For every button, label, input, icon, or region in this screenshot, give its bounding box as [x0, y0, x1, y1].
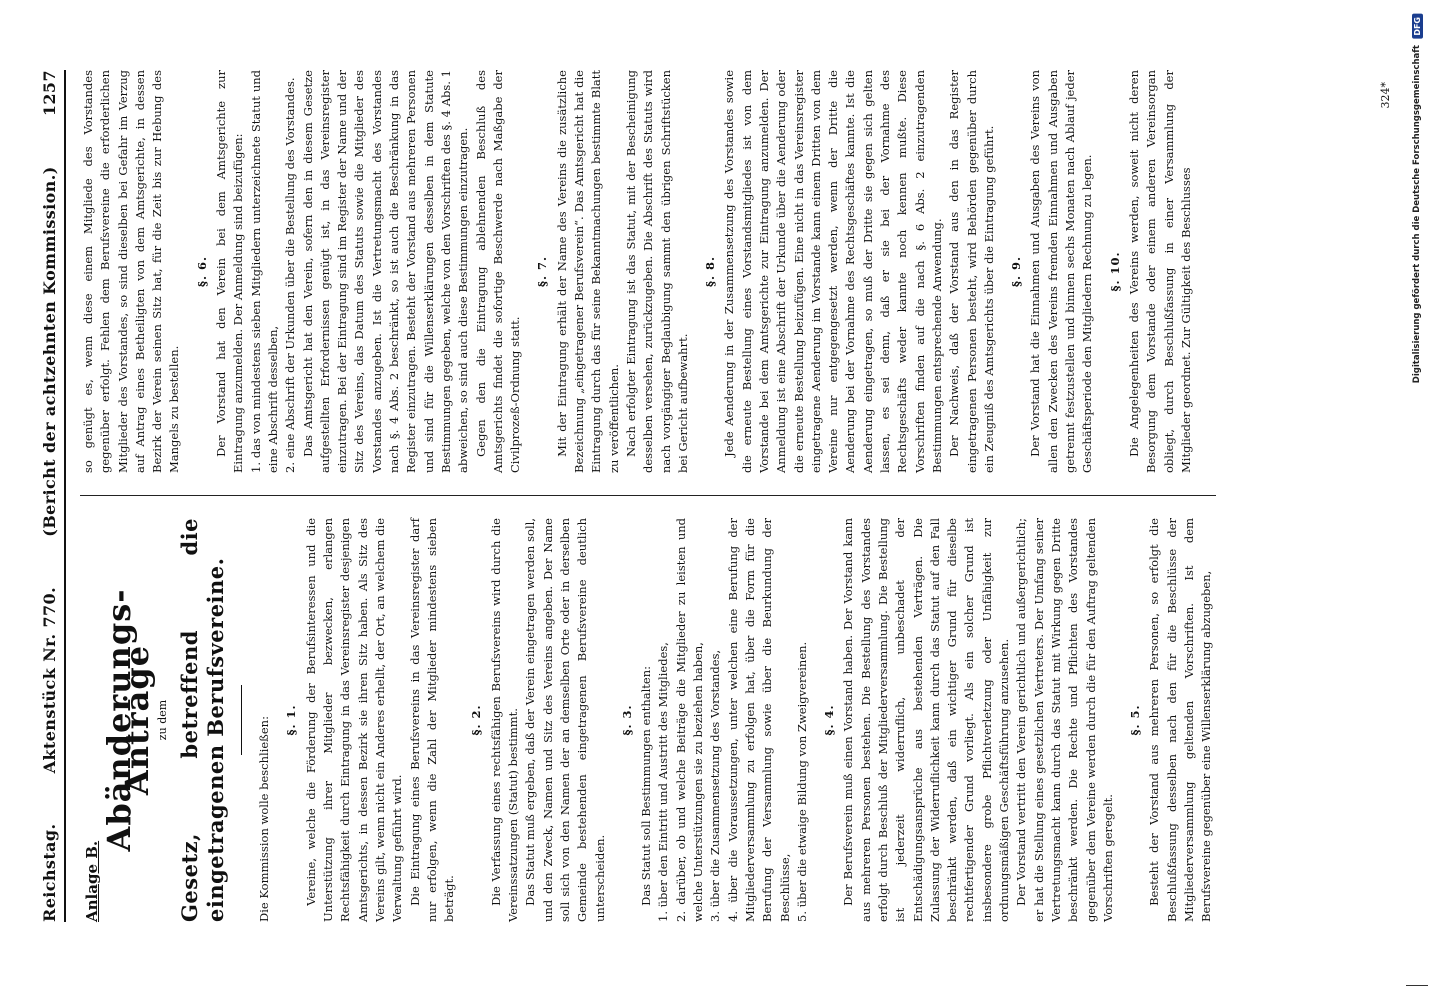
paragraph: Die Eintragung eines Berufsvereins in das Vereinsregister darf nur erfolgen, wenn die Zahl der Mitglieder mindestens sieben beträgt.: [407, 518, 457, 922]
document-title: Abänderungs-Anträge: [100, 588, 156, 852]
scan-credit-text: Digitalisierung gefördert durch die Deutsche Forschungsgemeinschaft: [1412, 44, 1422, 383]
paragraph: Der Vorstand hat den Verein bei dem Amtsgerichte zur Eintragung anzumelden. Der Anmeldung sind beizufügen:: [214, 70, 246, 473]
list-item: 1. das von mindestens sieben Mitgliedern unterzeichnete Statut und eine Abschrift desselben,: [248, 70, 280, 473]
list-item: 5. über die etwaige Bildung von Zweigvereinen.: [794, 641, 809, 922]
header-center: Aktenstück Nr. 770.: [40, 586, 59, 774]
paragraph: Der Vorstand hat die Einnahmen und Ausgaben des Vereins von allen den Zwecken des Vereins fremden Einnahmen und Ausgaben getrennt festzustellen und binnen sechs Monaten nach Ablauf jeder Geschäftsperiode den Mitgliedern Rechnung zu legen.: [1028, 70, 1095, 473]
header-left: Reichstag.: [40, 823, 59, 922]
left-column: [80, 496, 1216, 922]
paragraph: so genügt es, wenn diese einem Mitgliede des Vorstandes gegenüber erfolgt. Fehlen dem Berufsvereine die erforderlichen Mitglieder des Vorstandes, so sind dieselben bei Gefahr im Verzug auf Antrag eines Betheiligten von dem Amtsgerichte, in dessen Bezirk der Verein seinen Sitz hat, für die Zeit bis zur Hebung des Mangels zu bestellen.: [81, 70, 182, 473]
paragraph: Die Verfassung eines rechtsfähigen Berufsvereins wird durch die Vereinssatzungen (Statut) bestimmt.: [488, 518, 521, 922]
section-heading: §. 1.: [284, 704, 299, 736]
paragraph: Das Statut muß ergeben, daß der Verein eingetragen werden soll, und den Zweck, Namen und Sitz des Vereins angeben. Der Name soll sich von den Namen der an demselben Orte oder in derselben Gemeinde bestehenden eingetragenen Berufsvereine deutlich unterscheiden.: [523, 518, 607, 922]
section-heading: §. 8.: [703, 255, 718, 288]
header-right: (Bericht der achtzehnten Kommission.): [40, 166, 59, 537]
text-columns: [80, 70, 1216, 922]
section-heading: §. 5.: [1128, 704, 1143, 736]
anlage-label: Anlage B.: [83, 840, 101, 922]
section-heading: §. 7.: [535, 255, 550, 288]
section-heading: §. 3.: [619, 704, 634, 736]
signature-mark: 324*: [1379, 82, 1392, 109]
intro-text: Die Kommission wolle beschließen:: [257, 716, 272, 922]
right-column: [80, 70, 1216, 496]
scan-credit: [1408, 14, 1426, 986]
section-heading: §. 2.: [469, 704, 484, 736]
divider: [241, 685, 242, 755]
paragraph: Mit der Eintragung erhält der Name des Vereins die zusätzliche Bezeichnung „eingetragener Berufsverein“. Das Amtsgericht hat die Eintragung durch das für seine Bekanntmachungen bestimmte Blatt zu veröffentlichen.: [554, 70, 621, 473]
section-heading: §. 4.: [822, 704, 837, 736]
divider: [1406, 985, 1428, 986]
section-heading: §. 6.: [194, 255, 209, 288]
list-item: 4. über die Voraussetzungen, unter welchen eine Berufung der Mitgliederversammlung zu erfolgen hat, über die Form für die Berufung der Versammlung sowie über die Beurkundung der Beschlüsse,: [725, 518, 792, 922]
list-item: 2. darüber, ob und welche Beiträge die Mitglieder zu leisten und welche Unterstützungen sie zu beziehen haben,: [673, 518, 706, 922]
paragraph: Die Angelegenheiten des Vereins werden, soweit nicht deren Besorgung dem Vorstande oder einem anderen Vereinsorgan obliegt, durch Beschlußfassung in einer Versammlung der Mitglieder geordnet. Zur Gültigkeit des Beschlusses: [1126, 70, 1193, 473]
zu-dem: zu dem: [155, 699, 169, 741]
page-header: [40, 70, 66, 922]
paragraph: Das Statut soll Bestimmungen enthalten:: [639, 665, 654, 906]
list-item: 3. über die Zusammensetzung des Vorstandes,: [708, 649, 723, 922]
paragraph: Der Berufsverein muß einen Vorstand haben. Der Vorstand kann aus mehreren Personen bestehen. Die Bestellung des Vorstandes erfolgt durch Beschluß der Mitgliederversammlung. Die Bestellung ist jederzeit widerruflich, unbeschadet der Entschädigungsansprüche aus bestehenden Verträgen. Die Zulassung der Widerruflichkeit kann durch das Statut auf den Fall beschränkt werden, daß ein wichtiger Grund für dieselbe rechtfertigender Grund vorliegt. Als ein solcher Grund ist insbesondere grobe Pflichtverletzung oder Unfähigkeit zur ordnungsmäßigen Geschäftsführung anzusehen.: [841, 518, 1012, 922]
paragraph: Jede Aenderung in der Zusammensetzung des Vorstandes sowie die erneute Bestellung eines Vorstandsmitgliedes ist von dem Vorstande bei dem Amtsgerichte zur Eintragung anzumelden. Der Anmeldung ist eine Abschrift der Urkunde über die Aenderung oder die erneute Bestellung beizufügen. Eine nicht in das Vereinsregister eingetragene Aenderung im Vorstande kann einem Dritten von dem Vereine nur entgegengesetzt werden, wenn der Dritte die Aenderung bei der Vornahme des Rechtsgeschäftes kannte. Ist die Aenderung eingetragen, so muß der Dritte sie gegen sich gelten lassen, es sei denn, daß er sie bei der Vornahme des Rechtsgeschäfts weder kannte noch kennen mußte. Diese Vorschriften finden auf die nach §. 6 Abs. 2 einzutragenden Bestimmungen entsprechende Anwendung.: [722, 70, 944, 473]
section-heading: §. 10.: [1107, 251, 1122, 292]
paragraph: Vereine, welche die Förderung der Berufsinteressen und die Unterstützung ihrer Mitglieder bezwecken, erlangen Rechtsfähigkeit durch Eintragung in das Vereinsregister desjenigen Amtsgerichts, in dessen Bezirk sie ihren Sitz haben. Als Sitz des Vereins gilt, wenn nicht ein Anderes erhellt, der Ort, an welchem die Verwaltung geführt wird.: [303, 518, 405, 922]
paragraph: Das Amtsgericht hat den Verein, sofern den in diesem Gesetze aufgestellten Erfordernissen genügt ist, in das Vereinsregister einzutragen. Bei der Eintragung sind im Register der Name und der Sitz des Vereins, das Datum des Statuts sowie die Mitglieder des Vorstandes anzugeben. Ist die Vertretungsmacht des Vorstandes nach §. 4 Abs. 2 beschränkt, so ist auch die Beschränkung in das Register einzutragen. Besteht der Vorstand aus mehreren Personen und sind für die Willenserklärungen desselben in dem Statute Bestimmungen gegeben, welche von den Vorschriften des §. 4 Abs. 1 abweichen, so sind auch diese Bestimmungen einzutragen.: [300, 70, 471, 473]
paragraph: Gegen den die Eintragung ablehnenden Beschluß des Amtsgerichts findet die sofortige Beschwerde nach Maßgabe der Civilprozeß-Ordnung statt.: [473, 70, 523, 473]
section-heading: §. 9.: [1009, 255, 1024, 288]
list-item: 2. eine Abschrift der Urkunden über die Bestellung des Vorstandes.: [283, 77, 298, 473]
dfg-logo: DFG: [1412, 14, 1423, 39]
document-subtitle: Gesetz, betreffend die eingetragenen Berufsvereine.: [177, 518, 229, 922]
paragraph: Besteht der Vorstand aus mehreren Personen, so erfolgt die Beschlußfassung desselben nach den für die Beschlüsse der Mitgliederversammlung geltenden Vorschriften. Ist dem Berufsvereine gegenüber eine Willenserklärung abzugeben,: [1147, 518, 1214, 922]
paragraph: Der Vorstand vertritt den Verein gerichtlich und außergerichtlich; er hat die Stellung eines gesetzlichen Vertreters. Der Umfang seiner Vertretungsmacht kann durch das Statut mit Wirkung gegen Dritte beschränkt werden. Die Rechte und Pflichten des Vorstandes gegenüber dem Vereine werden durch die für den Auftrag geltenden Vorschriften geregelt.: [1014, 518, 1115, 922]
page-number: 1257: [40, 70, 59, 117]
list-item: 1. über den Eintritt und Austritt des Mitgliedes,: [656, 642, 671, 922]
paragraph: Nach erfolgter Eintragung ist das Statut, mit der Bescheinigung desselben versehen, zurückzugeben. Die Abschrift des Statuts wird nach vorgängiger Beglaubigung sammt den übrigen Schriftstücken bei Gericht aufbewahrt.: [623, 70, 690, 473]
paragraph: Der Nachweis, daß der Vorstand aus den in das Register eingetragenen Personen besteht, wird Behörden gegenüber durch ein Zeugniß des Amtsgerichts über die Eintragung geführt.: [947, 70, 996, 473]
